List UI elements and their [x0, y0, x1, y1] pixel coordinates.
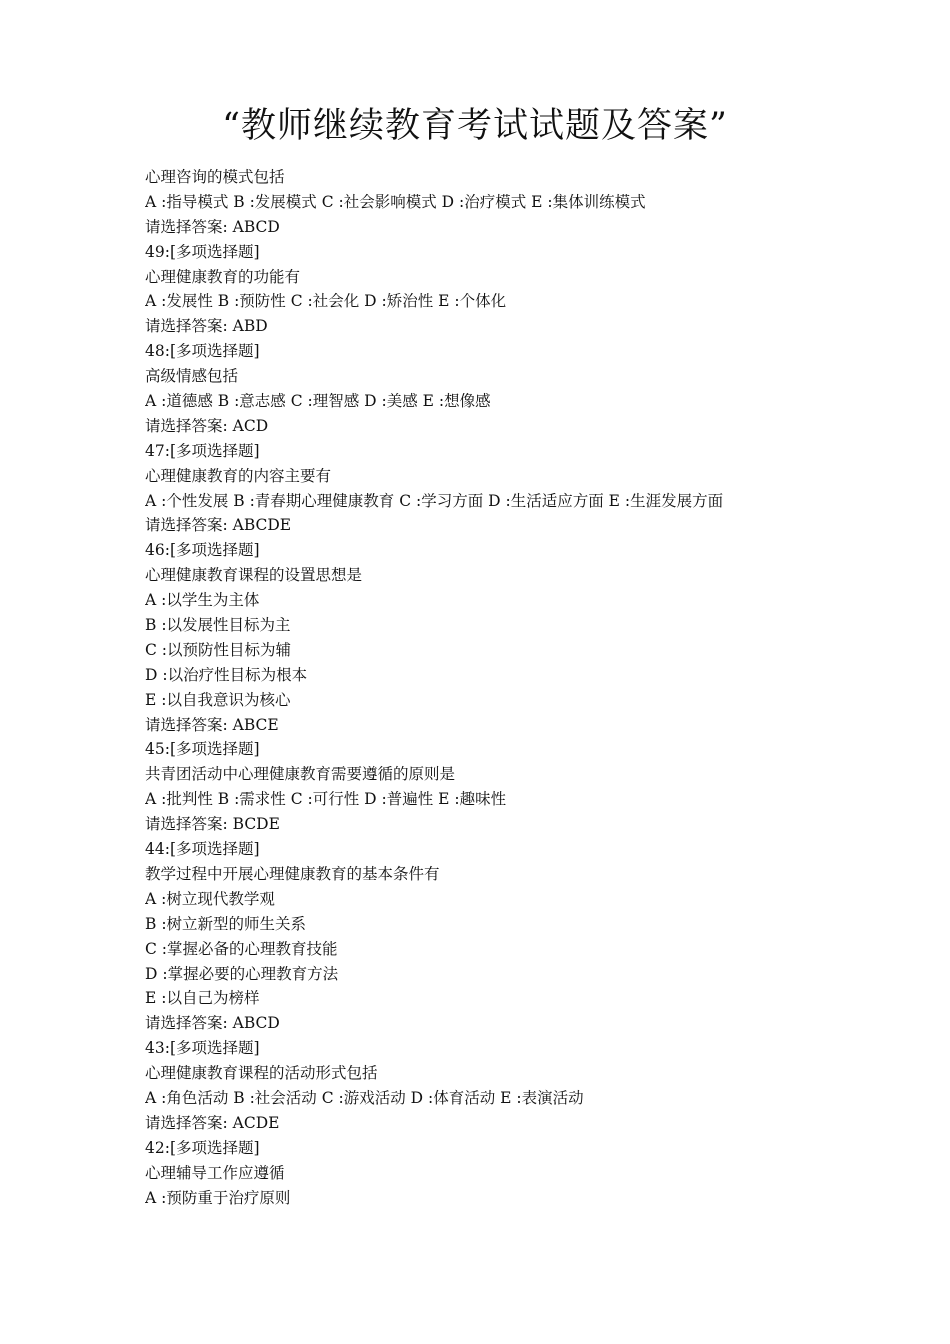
text-line: 高级情感包括	[145, 367, 239, 386]
text-line: 49:[多项选择题]	[145, 242, 260, 261]
text-line: 请选择答案: ABCDE	[145, 516, 292, 535]
text-line: 45:[多项选择题]	[145, 740, 260, 759]
text-line: 44:[多项选择题]	[145, 840, 260, 859]
text-line: 心理健康教育课程的活动形式包括	[145, 1064, 378, 1083]
text-line: A :个性发展 B :青春期心理健康教育 C :学习方面 D :生活适应方面 E :生涯发展方面	[145, 491, 724, 510]
text-line: A :批判性 B :需求性 C :可行性 D :普遍性 E :趣味性	[145, 790, 507, 809]
text-line: 请选择答案: ABCD	[145, 217, 280, 236]
text-line: 请选择答案: ACD	[145, 416, 269, 435]
text-line: 48:[多项选择题]	[145, 342, 260, 361]
text-line: A :预防重于治疗原则	[145, 1188, 291, 1207]
text-line: 心理健康教育课程的设置思想是	[145, 566, 363, 585]
text-line: A :树立现代教学观	[145, 889, 275, 908]
text-line: D :掌握必要的心理教育方法	[145, 964, 339, 983]
text-line: 共青团活动中心理健康教育需要遵循的原则是	[145, 765, 456, 784]
document-title: “教师继续教育考试试题及答案”	[222, 106, 728, 146]
text-line: 46:[多项选择题]	[145, 541, 260, 560]
text-line: E :以自己为榜样	[145, 989, 260, 1008]
text-line: D :以治疗性目标为根本	[145, 665, 308, 684]
document-body	[145, 165, 905, 1210]
text-line: C :掌握必备的心理教育技能	[145, 939, 338, 958]
text-line: A :指导模式 B :发展模式 C :社会影响模式 D :治疗模式 E :集体训练模式	[145, 192, 646, 211]
text-line: A :角色活动 B :社会活动 C :游戏活动 D :体育活动 E :表演活动	[145, 1088, 584, 1107]
text-line: 42:[多项选择题]	[145, 1138, 260, 1157]
text-line: 47:[多项选择题]	[145, 441, 260, 460]
text-line: 43:[多项选择题]	[145, 1039, 260, 1058]
text-line: 心理辅导工作应遵循	[145, 1163, 285, 1182]
text-line: A :以学生为主体	[145, 591, 260, 610]
text-line: 请选择答案: ACDE	[145, 1113, 280, 1132]
text-line: 请选择答案: BCDE	[145, 815, 280, 834]
text-line: 心理健康教育的功能有	[145, 267, 301, 286]
text-line: C :以预防性目标为辅	[145, 640, 292, 659]
text-line: B :以发展性目标为主	[145, 616, 291, 635]
text-line: E :以自我意识为核心	[145, 690, 291, 709]
text-line: 请选择答案: ABCE	[145, 715, 279, 734]
text-line: 教学过程中开展心理健康教育的基本条件有	[145, 864, 440, 883]
text-line: A :道德感 B :意志感 C :理智感 D :美感 E :想像感	[145, 392, 491, 411]
text-line: B :树立新型的师生关系	[145, 914, 307, 933]
text-line: 心理健康教育的内容主要有	[145, 466, 332, 485]
text-line: A :发展性 B :预防性 C :社会化 D :矫治性 E :个体化	[145, 292, 507, 311]
text-line: 心理咨询的模式包括	[145, 168, 285, 186]
text-line: 请选择答案: ABCD	[145, 1014, 280, 1033]
text-line: 请选择答案: ABD	[145, 317, 268, 336]
